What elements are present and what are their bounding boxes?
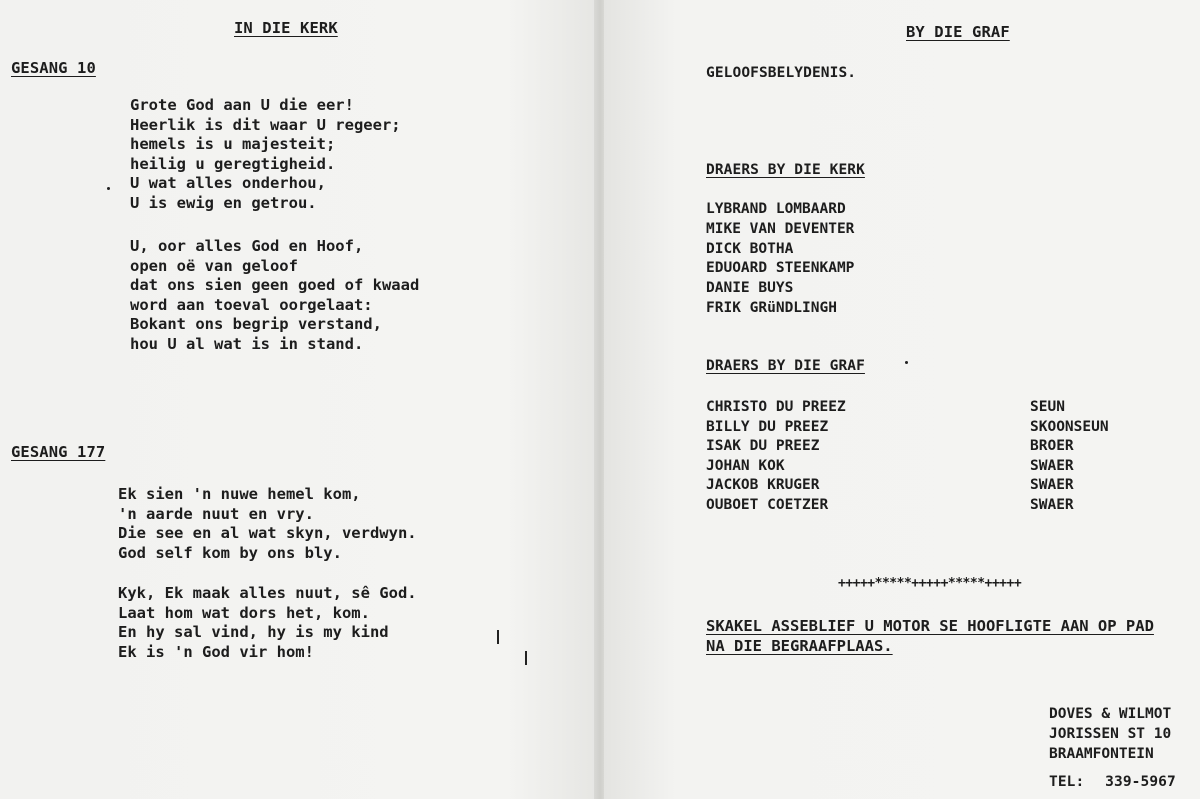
ink-dot (905, 361, 908, 364)
hymn-1-title: GESANG 10 (11, 59, 96, 77)
bearer-name: CHRISTO DU PREEZ (706, 399, 846, 415)
ink-dot (107, 187, 110, 190)
bearer-name: JACKOB KRUGER (706, 477, 820, 494)
verse-line: Bokant ons begrip verstand, (130, 315, 382, 333)
telephone-number: 339-5967 (1105, 774, 1176, 790)
bearer-name: JOHAN KOK (706, 457, 785, 474)
table-row (706, 437, 1109, 457)
ink-mark (497, 630, 499, 644)
bearer-relation: SEUN (1030, 399, 1065, 415)
address-line: BRAAMFONTEIN (1049, 746, 1154, 762)
hymn-2-stanza-1 (118, 485, 417, 563)
verse-line: hou U al wat is in stand. (130, 334, 364, 353)
creed-label: GELOOFSBELYDENIS. (706, 65, 857, 81)
bearers-church-title: DRAERS BY DIE KERK (706, 162, 865, 178)
list-item: LYBRAND LOMBAARD (706, 201, 846, 217)
telephone-label: TEL: (1049, 774, 1085, 790)
bearer-name: OUBOET COETZER (706, 496, 829, 513)
list-item: MIKE VAN DEVENTER (706, 220, 855, 237)
verse-line: heilig u geregtigheid. (130, 154, 336, 173)
bearer-relation: SWAER (1030, 496, 1074, 513)
list-item: EDUOARD STEENKAMP (706, 260, 855, 277)
verse-line: Heerlik is dit waar U regeer; (130, 115, 401, 134)
table-row (706, 457, 1109, 477)
bearer-name: ISAK DU PREEZ (706, 438, 820, 455)
bearer-relation: SWAER (1030, 477, 1074, 494)
hymn-2-title: GESANG 177 (11, 443, 106, 461)
table-row (706, 496, 1109, 516)
bearer-relation: BROER (1030, 438, 1074, 455)
verse-line: U, oor alles God en Hoof, (130, 237, 364, 255)
bearer-name: BILLY DU PREEZ (706, 418, 829, 435)
right-page-heading: BY DIE GRAF (906, 23, 1010, 41)
list-item: DICK BOTHA (706, 240, 794, 257)
verse-line: open oë van geloof (130, 256, 298, 275)
address-line: DOVES & WILMOT (1049, 706, 1172, 722)
address-line: JORISSEN ST 10 (1049, 726, 1172, 742)
verse-line: U is ewig en getrou. (130, 193, 317, 212)
notice-line: SKAKEL ASSEBLIEF U MOTOR SE HOOFLIGTE AAN OP PAD (706, 617, 1154, 635)
verse-line: U wat alles onderhou, (130, 174, 326, 192)
verse-line: Ek sien 'n nuwe hemel kom, (118, 485, 361, 503)
bearers-church-list (706, 200, 854, 319)
left-page-heading: IN DIE KERK (234, 19, 338, 37)
right-page (604, 0, 1200, 799)
hymn-1-stanza-2 (130, 237, 419, 354)
bearer-relation: SWAER (1030, 457, 1074, 474)
bearers-grave-table (706, 398, 1109, 516)
left-page (0, 0, 596, 799)
divider-line: +++++*****+++++*****+++++ (838, 576, 1022, 591)
verse-line: Die see en al wat skyn, verdwyn. (118, 524, 417, 542)
list-item: FRIK GRüNDLINGH (706, 299, 837, 316)
hymn-1-stanza-1 (130, 96, 401, 213)
list-item: DANIE BUYS (706, 280, 794, 297)
table-row (706, 418, 1109, 438)
verse-line: Ek is 'n God vir hom! (118, 642, 314, 661)
verse-line: hemels is u majesteit; (130, 135, 336, 153)
headlights-notice (706, 616, 1154, 656)
verse-line: word aan toeval oorgelaat: (130, 295, 373, 314)
telephone (1049, 772, 1176, 792)
bearer-relation: SKOONSEUN (1030, 418, 1109, 435)
ink-mark (525, 651, 527, 665)
table-row (706, 398, 1109, 418)
bearers-grave-title: DRAERS BY DIE GRAF (706, 358, 865, 374)
notice-line: NA DIE BEGRAAFPLAAS. (706, 637, 893, 655)
verse-line: Kyk, Ek maak alles nuut, sê God. (118, 584, 417, 602)
undertaker-address (1049, 704, 1171, 764)
hymn-2-stanza-2 (118, 584, 417, 662)
verse-line: Grote God aan U die eer! (130, 96, 354, 114)
verse-line: God self kom by ons bly. (118, 543, 342, 562)
table-row (706, 476, 1109, 496)
verse-line: 'n aarde nuut en vry. (118, 504, 314, 523)
verse-line: Laat hom wat dors het, kom. (118, 603, 370, 622)
verse-line: En hy sal vind, hy is my kind (118, 623, 389, 641)
verse-line: dat ons sien geen goed of kwaad (130, 276, 420, 294)
